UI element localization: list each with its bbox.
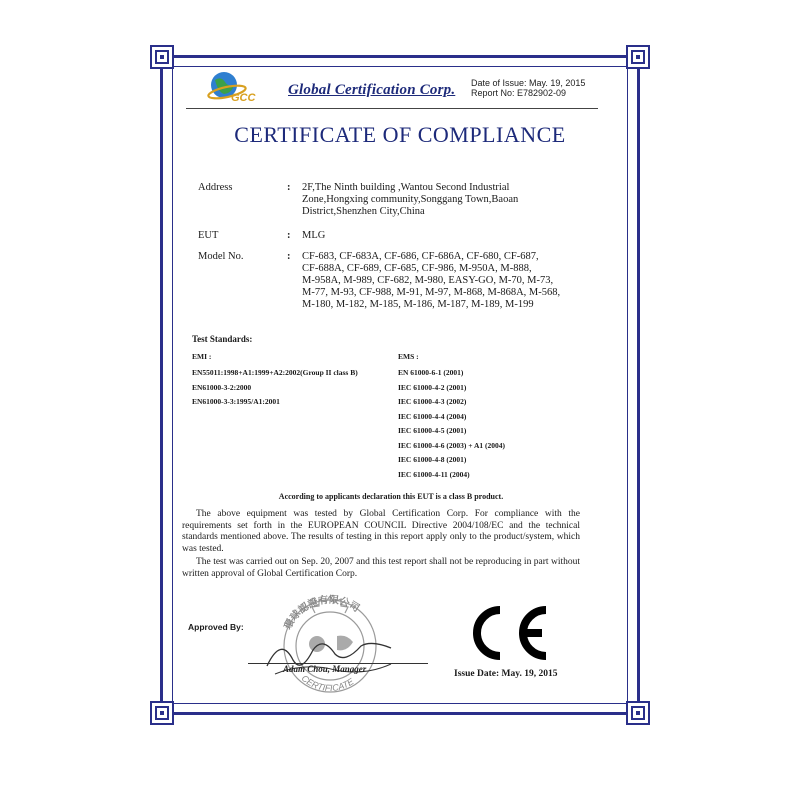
ems-list	[398, 366, 505, 482]
ems-standard: IEC 61000-4-3 (2002)	[398, 397, 467, 406]
ems-standard: IEC 61000-4-11 (2004)	[398, 469, 470, 479]
ems-standard: IEC 61000-4-8 (2001)	[398, 455, 467, 464]
svg-text:CE: CE	[462, 604, 464, 605]
model-label: Model No.	[198, 251, 244, 262]
eut-value: MLG	[302, 230, 326, 241]
ems-standard: IEC 61000-4-5 (2001)	[398, 426, 467, 435]
model-value	[302, 251, 592, 311]
address-label: Address	[198, 182, 233, 193]
emi-standard: EN61000-3-3:1995/A1:2001	[192, 397, 280, 406]
model-line: M-180, M-182, M-185, M-186, M-187, M-189, M-199	[302, 299, 534, 310]
gcc-globe-logo	[207, 70, 261, 104]
certificate-title: CERTIFICATE OF COMPLIANCE	[234, 122, 566, 147]
address-line: District,Shenzhen City,China	[302, 206, 425, 217]
ems-standard: IEC 61000-4-2 (2001)	[398, 382, 467, 392]
test-date-paragraph: The test was carried out on Sep. 20, 2007 and this test report shall not be reproducing in part without written approval of Global Certification Corp.	[182, 557, 580, 579]
header-issue-info	[471, 78, 585, 98]
eut-colon: :	[287, 230, 291, 241]
emi-standard: EN55011:1998+A1:1999+A2:2002(Group II class B)	[192, 368, 358, 377]
date-of-issue: Date of Issue: May. 19, 2015	[471, 78, 586, 88]
ems-standard: EN 61000-6-1 (2001)	[398, 368, 464, 377]
address-line: 2F,The Ninth building ,Wantou Second Industrial	[302, 182, 510, 193]
corner-ornament-icon	[150, 701, 174, 725]
compliance-paragraph: The above equipment was tested by Global Certification Corp. For compliance with the requirements set forth in the EUROPEAN COUNCIL Directive 2004/108/EC and the technical standards mentioned above. The results of testing in this report apply only to the product/system, which was tested.	[182, 509, 580, 554]
eut-label: EUT	[198, 230, 219, 241]
ems-standard: IEC 61000-4-6 (2003) + A1 (2004)	[398, 440, 505, 450]
emi-label: EMI :	[192, 352, 212, 361]
address-colon: :	[287, 182, 291, 193]
model-line: M-77, M-93, CF-988, M-91, M-97, M-868, M-868A, M-568,	[302, 287, 561, 298]
model-line: CF-683, CF-683A, CF-686, CF-686A, CF-680, CF-687,	[302, 251, 539, 262]
model-line: M-958A, M-989, CF-682, M-980, EASY-GO, M-70, M-73,	[302, 275, 554, 286]
ems-label: EMS :	[398, 352, 419, 361]
address-line: Zone,Hongxing community,Songgang Town,Baoan	[302, 194, 519, 205]
address-value	[302, 182, 592, 218]
model-colon: :	[287, 251, 291, 262]
emi-standard: EN61000-3-2:2000	[192, 382, 252, 392]
ce-mark-icon	[462, 604, 552, 662]
model-line: CF-688A, CF-689, CF-685, CF-986, M-950A, M-888,	[302, 263, 532, 274]
class-b-declaration: According to applicants declaration this EUT is a class B product.	[278, 492, 504, 501]
svg-text:環球認證有限公司: 環球認證有限公司	[282, 594, 362, 632]
svg-text:GCC: GCC	[231, 92, 256, 104]
corner-ornament-icon	[150, 45, 174, 69]
corner-ornament-icon	[626, 701, 650, 725]
signer-name: Adam Chou, Manager	[283, 664, 367, 674]
test-standards-heading: Test Standards:	[192, 334, 253, 344]
ems-standard: IEC 61000-4-4 (2004)	[398, 411, 467, 421]
approved-by-label: Approved By:	[188, 622, 244, 632]
header-divider	[186, 108, 598, 109]
corner-ornament-icon	[626, 45, 650, 69]
svg-text:CERTIFICATE: CERTIFICATE	[299, 673, 356, 693]
report-number: Report No: E782902-09	[471, 88, 567, 98]
official-seal-stamp	[265, 588, 395, 693]
company-name: Global Certification Corp.	[288, 82, 456, 98]
emi-list	[192, 366, 358, 410]
issue-date: Issue Date: May. 19, 2015	[454, 669, 558, 679]
